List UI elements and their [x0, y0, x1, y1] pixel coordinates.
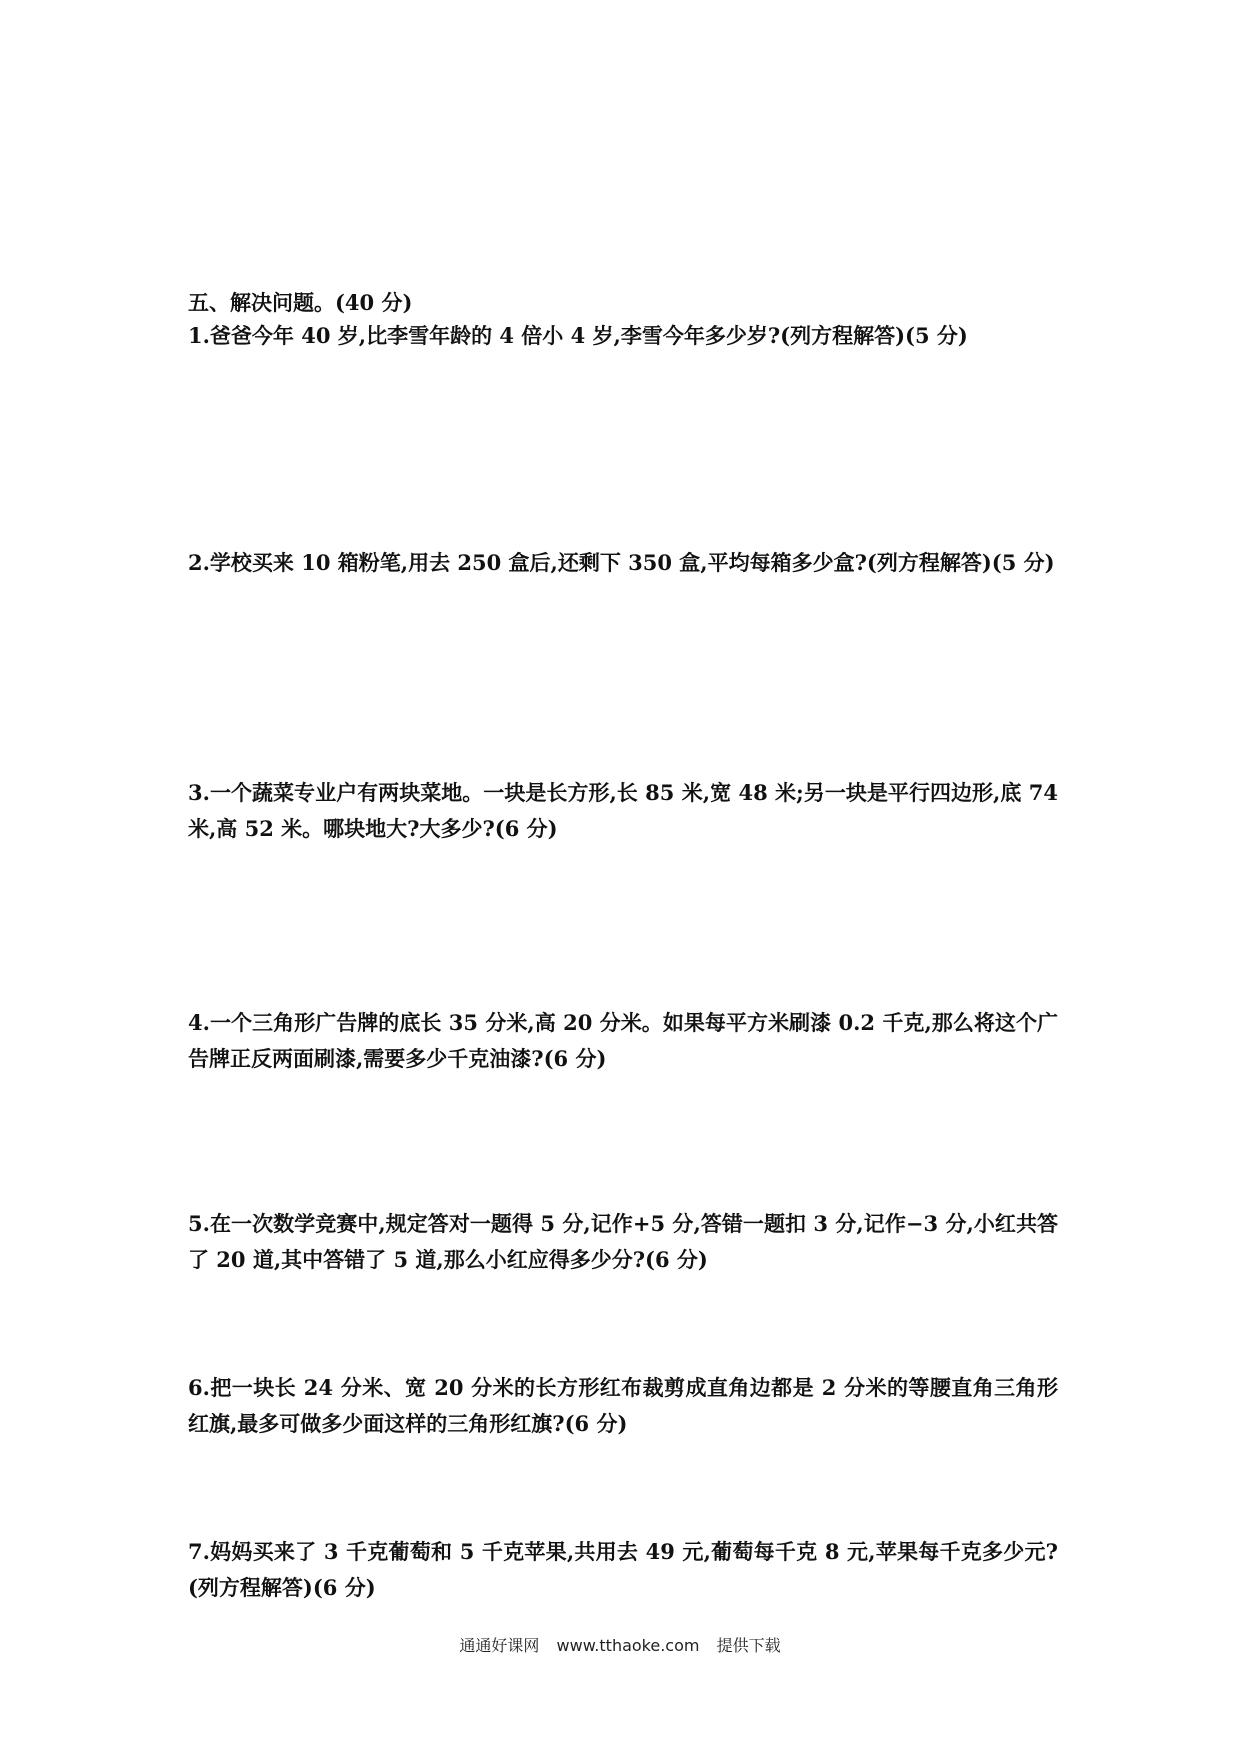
question-6: 6.把一块长 24 分米、宽 20 分米的长方形红布裁剪成直角边都是 2 分米的等腰直角三角形红旗,最多可做多少面这样的三角形红旗?(6 分): [188, 1375, 1058, 1436]
page-footer: [0, 1634, 1240, 1658]
section-title: 五、解决问题。(40 分): [188, 290, 413, 315]
footer-url-link[interactable]: www.tthaoke.com: [556, 1636, 700, 1655]
question-5: 5.在一次数学竞赛中,规定答对一题得 5 分,记作+5 分,答错一题扣 3 分,记作−3 分,小红共答了 20 道,其中答错了 5 道,那么小红应得多少分?(6 分): [188, 1211, 1058, 1272]
question-1: 1.爸爸今年 40 岁,比李雪年龄的 4 倍小 4 岁,李雪今年多少岁?(列方程解答)(5 分): [188, 323, 968, 348]
footer-site-name: 通通好课网: [459, 1636, 540, 1655]
question-7: 7.妈妈买来了 3 千克葡萄和 5 千克苹果,共用去 49 元,葡萄每千克 8 元,苹果每千克多少元? (列方程解答)(6 分): [188, 1539, 1058, 1600]
question-2: 2.学校买来 10 箱粉笔,用去 250 盒后,还剩下 350 盒,平均每箱多少盒?(列方程解答)(5 分): [188, 550, 1055, 575]
question-3: 3.一个蔬菜专业户有两块菜地。一块是长方形,长 85 米,宽 48 米;另一块是平行四边形,底 74 米,高 52 米。哪块地大?大多少?(6 分): [188, 780, 1058, 841]
footer-suffix: 提供下载: [716, 1636, 781, 1655]
question-4: 4.一个三角形广告牌的底长 35 分米,高 20 分米。如果每平方米刷漆 0.2 千克,那么将这个广告牌正反两面刷漆,需要多少千克油漆?(6 分): [188, 1010, 1058, 1071]
